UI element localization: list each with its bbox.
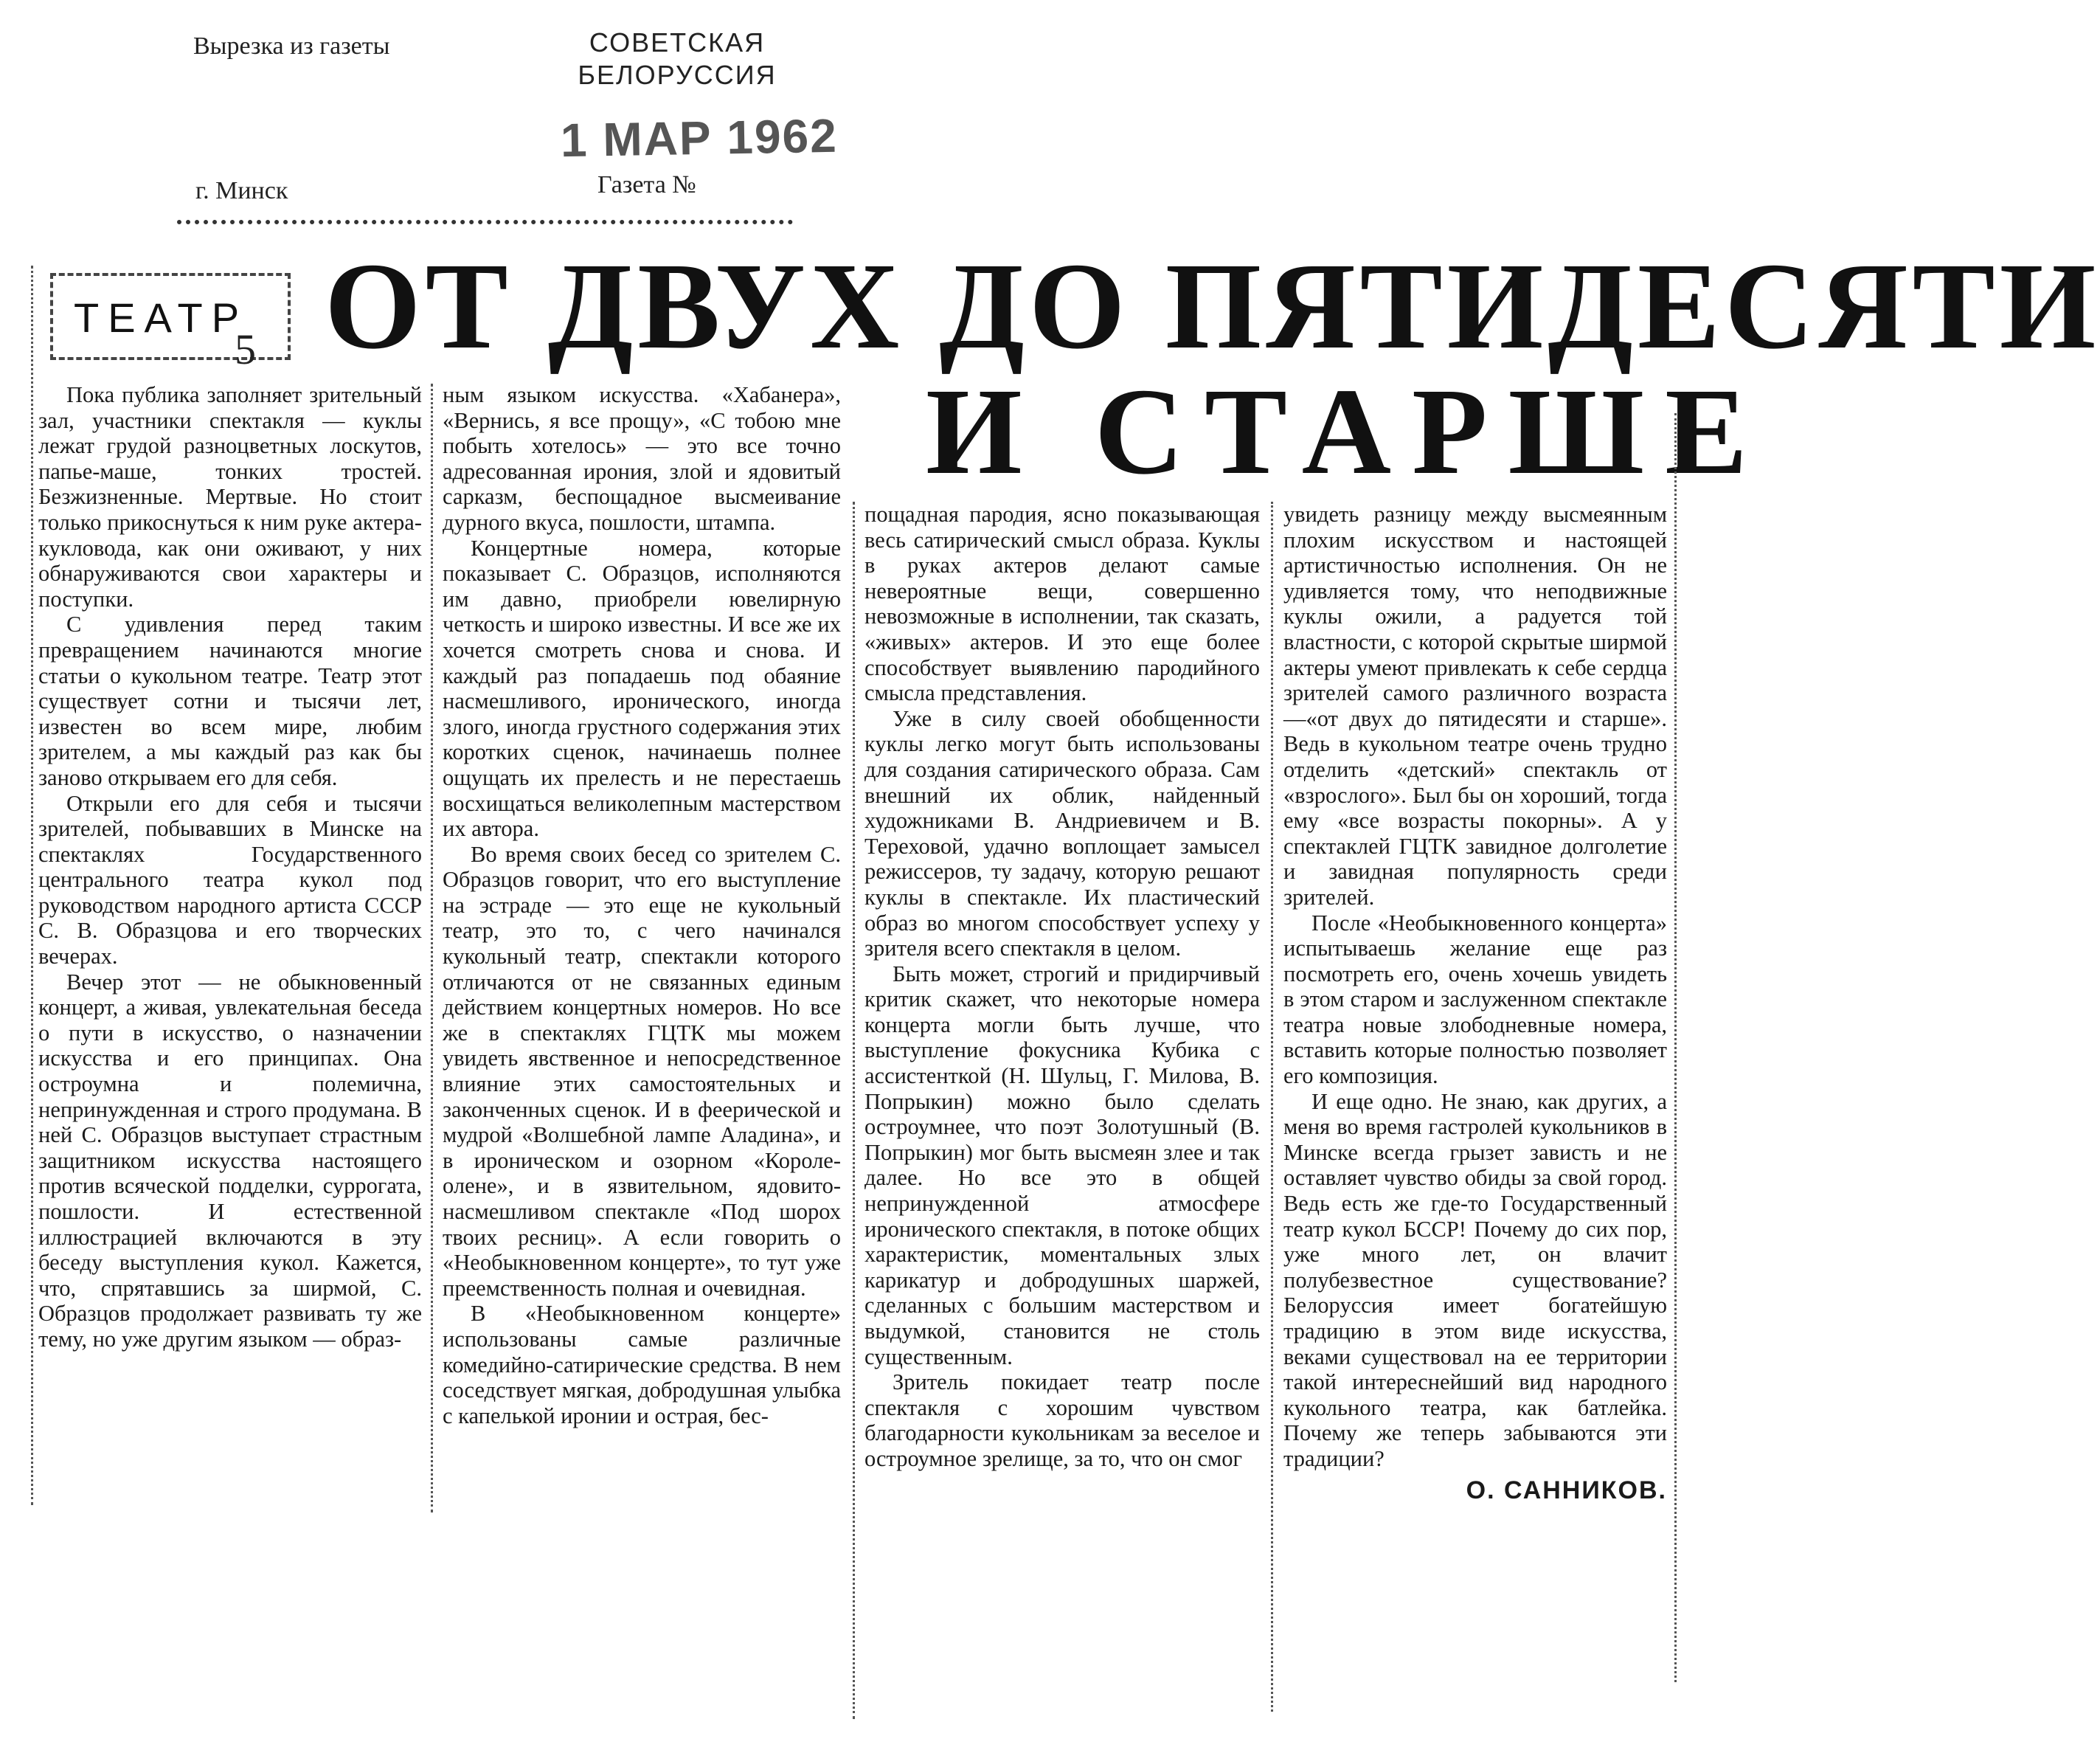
column-rule-1 — [431, 384, 433, 1512]
paragraph: пощадная пародия, ясно показывающая весь сатирический смысл образа. Куклы в руках актеров делают самые невероятные вещи, совершенно невозможные в исполнении, так сказать, «живых» актеров. И это еще более способствует выявлению пародийного смысла представления. — [864, 502, 1260, 706]
column-rule-2 — [853, 502, 855, 1719]
paragraph: Концертные номера, которые показывает С. Образцов, исполняются им давно, приобрели ювелирную четкость и широко известны. И все же их хочется смотреть снова и снова. И каждый раз попадаешь под обаяние насмешливого, иронического, иногда злого, иногда грустного содержания этих коротких сценок, начинаешь полнее ощущать их прелесть и не перестаешь восхищаться великолепным мастерством их автора. — [443, 535, 841, 842]
right-border — [1674, 413, 1677, 1682]
paragraph: Открыли его для себя и тысячи зрителей, побывавших в Минске на спектаклях Государственного центрального театра кукол под руководством народного артиста СССР С. В. Образцова и его творческих вечерах. — [38, 790, 422, 969]
paragraph: Пока публика заполняет зрительный зал, участники спектакля — куклы лежат грудой разноцветных лоскутов, папье-маше, тонких тростей. Безжизненные. Мертвые. Но стоит только прикоснуться к ним руке актера-кукловода, как они оживают, у них обнаруживаются свои характеры и поступки. — [38, 382, 422, 612]
headline-line1: ОТ ДВУХ ДО ПЯТИДЕСЯТИ — [325, 238, 2100, 375]
author-signature: О. САННИКОВ. — [1466, 1476, 1667, 1504]
left-border — [31, 266, 33, 1505]
paragraph: После «Необыкновенного концерта» испытываешь желание еще раз посмотреть его, очень хочешь увидеть в этом старом и заслуженном спектакле театра новые злободневные номера, вставить которые полностью позволяет его композиция. — [1283, 910, 1667, 1089]
paragraph: ным языком искусства. «Хабанера», «Вернись, я все прощу», «С тобою мне побыть хотелось» — это все точно адресованная ирония, злой и ядовитый сарказм, беспощадное высмеивание дурного вкуса, пошлости, штампа. — [443, 382, 841, 535]
article-column-1 — [38, 382, 422, 1352]
publication-name-line1: СОВЕТСКАЯ — [589, 27, 766, 58]
publication-name — [566, 27, 788, 91]
paragraph: В «Необыкновенном концерте» использованы самые различные комедийно-сатирические средства. В нем соседствует мягкая, добродушная улыбка с капелькой иронии и острая, бес- — [443, 1301, 841, 1428]
headline-line2: И СТАРШЕ — [926, 363, 1769, 500]
column-rule-3 — [1271, 502, 1273, 1712]
date-stamp: 1 МАР 1962 — [560, 108, 839, 167]
section-tag: ТЕАТР — [74, 294, 249, 341]
city-label: г. Минск — [195, 177, 288, 204]
article-column-3 — [864, 502, 1260, 1472]
paragraph: Быть может, строгий и придирчивый критик скажет, что некоторые номера концерта могли быть лучше, что выступление фокусника Кубика с ассистенткой (Н. Шульц, Г. Милова, В. Попрыкин) можно было сделать остроумнее, что поэт Золотушный (В. Попрыкин) мог быть высмеян злее и так далее. Но все это в общей непринужденной атмосфере иронического спектакля, в потоке общих характеристик, моментальных злых карикатур и добродушных шаржей, сделанных с большим мастерством и выдумкой, становится не столь существенным. — [864, 961, 1260, 1369]
publication-name-line2: БЕЛОРУССИЯ — [578, 60, 777, 90]
issue-label: Газета № — [597, 171, 696, 198]
paragraph: Уже в силу своей обобщенности куклы легко могут быть использованы для создания сатирического образа. Сам внешний их облик, найденный художниками В. Андриевичем и В. Тереховой, удачно воплощает замысел режиссеров, ту задачу, которую решают куклы в спектакле. Их пластический образ во многом способствует успеху у зрителя всего спектакля в целом. — [864, 705, 1260, 961]
paragraph: И еще одно. Не знаю, как других, а меня во время гастролей кукольников в Минске всегда грызет зависть и не оставляет чувство обиды за свой город. Ведь есть же где-то Государственный театр кукол БССР! Почему до сих пор, уже много лет, он влачит полубезвестное существование? Белоруссия имеет богатейшую традицию в этом виде искусства, веками существовал на ее территории такой интереснейший вид народного кукольного театра, как батлейка. Почему же теперь забываются эти традиции? — [1283, 1088, 1667, 1471]
article-column-2 — [443, 382, 841, 1428]
paragraph: Вечер этот — не обыкновенный концерт, а живая, увлекательная беседа о пути в искусство, о назначении искусства и его принципах. Она остроумна и полемична, непринужденная и строго продумана. В ней С. Образцов выступает страстным защитником искусства настоящего против всяческой подделки, суррогата, пошлости. И естественной иллюстрацией включаются в эту беседу выступления кукол. Кажется, что, спрятавшись за ширмой, С. Образцов продолжает развивать ту же тему, но уже другим языком — образ- — [38, 969, 422, 1352]
article-column-4 — [1283, 502, 1667, 1503]
header-rule — [177, 220, 793, 224]
paragraph: увидеть разницу между высмеянным плохим искусством и настоящей артистичностью исполнения. Он не удивляется тому, что неподвижные куклы ожили, а радуется той властности, с которой скрытые ширмой актеры умеют привлекать к себе сердца зрителей самого различного возраста—«от двух до пятидесяти и старше». Ведь в кукольном театре очень трудно отделить «детский» спектакль от «взрослого». Был бы он хороший, тогда ему «все возрасты покорны». А у спектаклей ГЦТК завидное долголетие и завидная популярность среди зрителей. — [1283, 502, 1667, 910]
clipping-label: Вырезка из газеты — [193, 32, 390, 60]
paragraph: Во время своих бесед со зрителем С. Образцов говорит, что его выступление на эстраде — это еще не кукольный театр, это то, с чего начинался кукольный театр, спектакли которого отличаются от не связанных единым действием концертных номеров. Но все же в спектаклях ГЦТК мы можем увидеть явственное и непосредственное влияние этих самостоятельных и законченных сценок. И в феерической и мудрой «Волшебной лампе Аладина», и в ироническом и озорном «Короле-олене», и в язвительном, ядовито-насмешливом спектакле «Под шорох твоих ресниц». А если говорить о «Необыкновенном концерте», то тут уже преемственность полная и очевидная. — [443, 841, 841, 1301]
paragraph: Зритель покидает театр после спектакля с хорошим чувством благодарности кукольникам за веселое и остроумное зрелище, за то, что он смог — [864, 1369, 1260, 1471]
handwritten-mark: 5 — [235, 325, 256, 373]
paragraph: С удивления перед таким превращением начинаются многие статьи о кукольном театре. Театр этот существует сотни и тысячи лет, известен во всем мире, любим зрителем, а мы каждый раз как бы заново открываем его для себя. — [38, 612, 422, 790]
